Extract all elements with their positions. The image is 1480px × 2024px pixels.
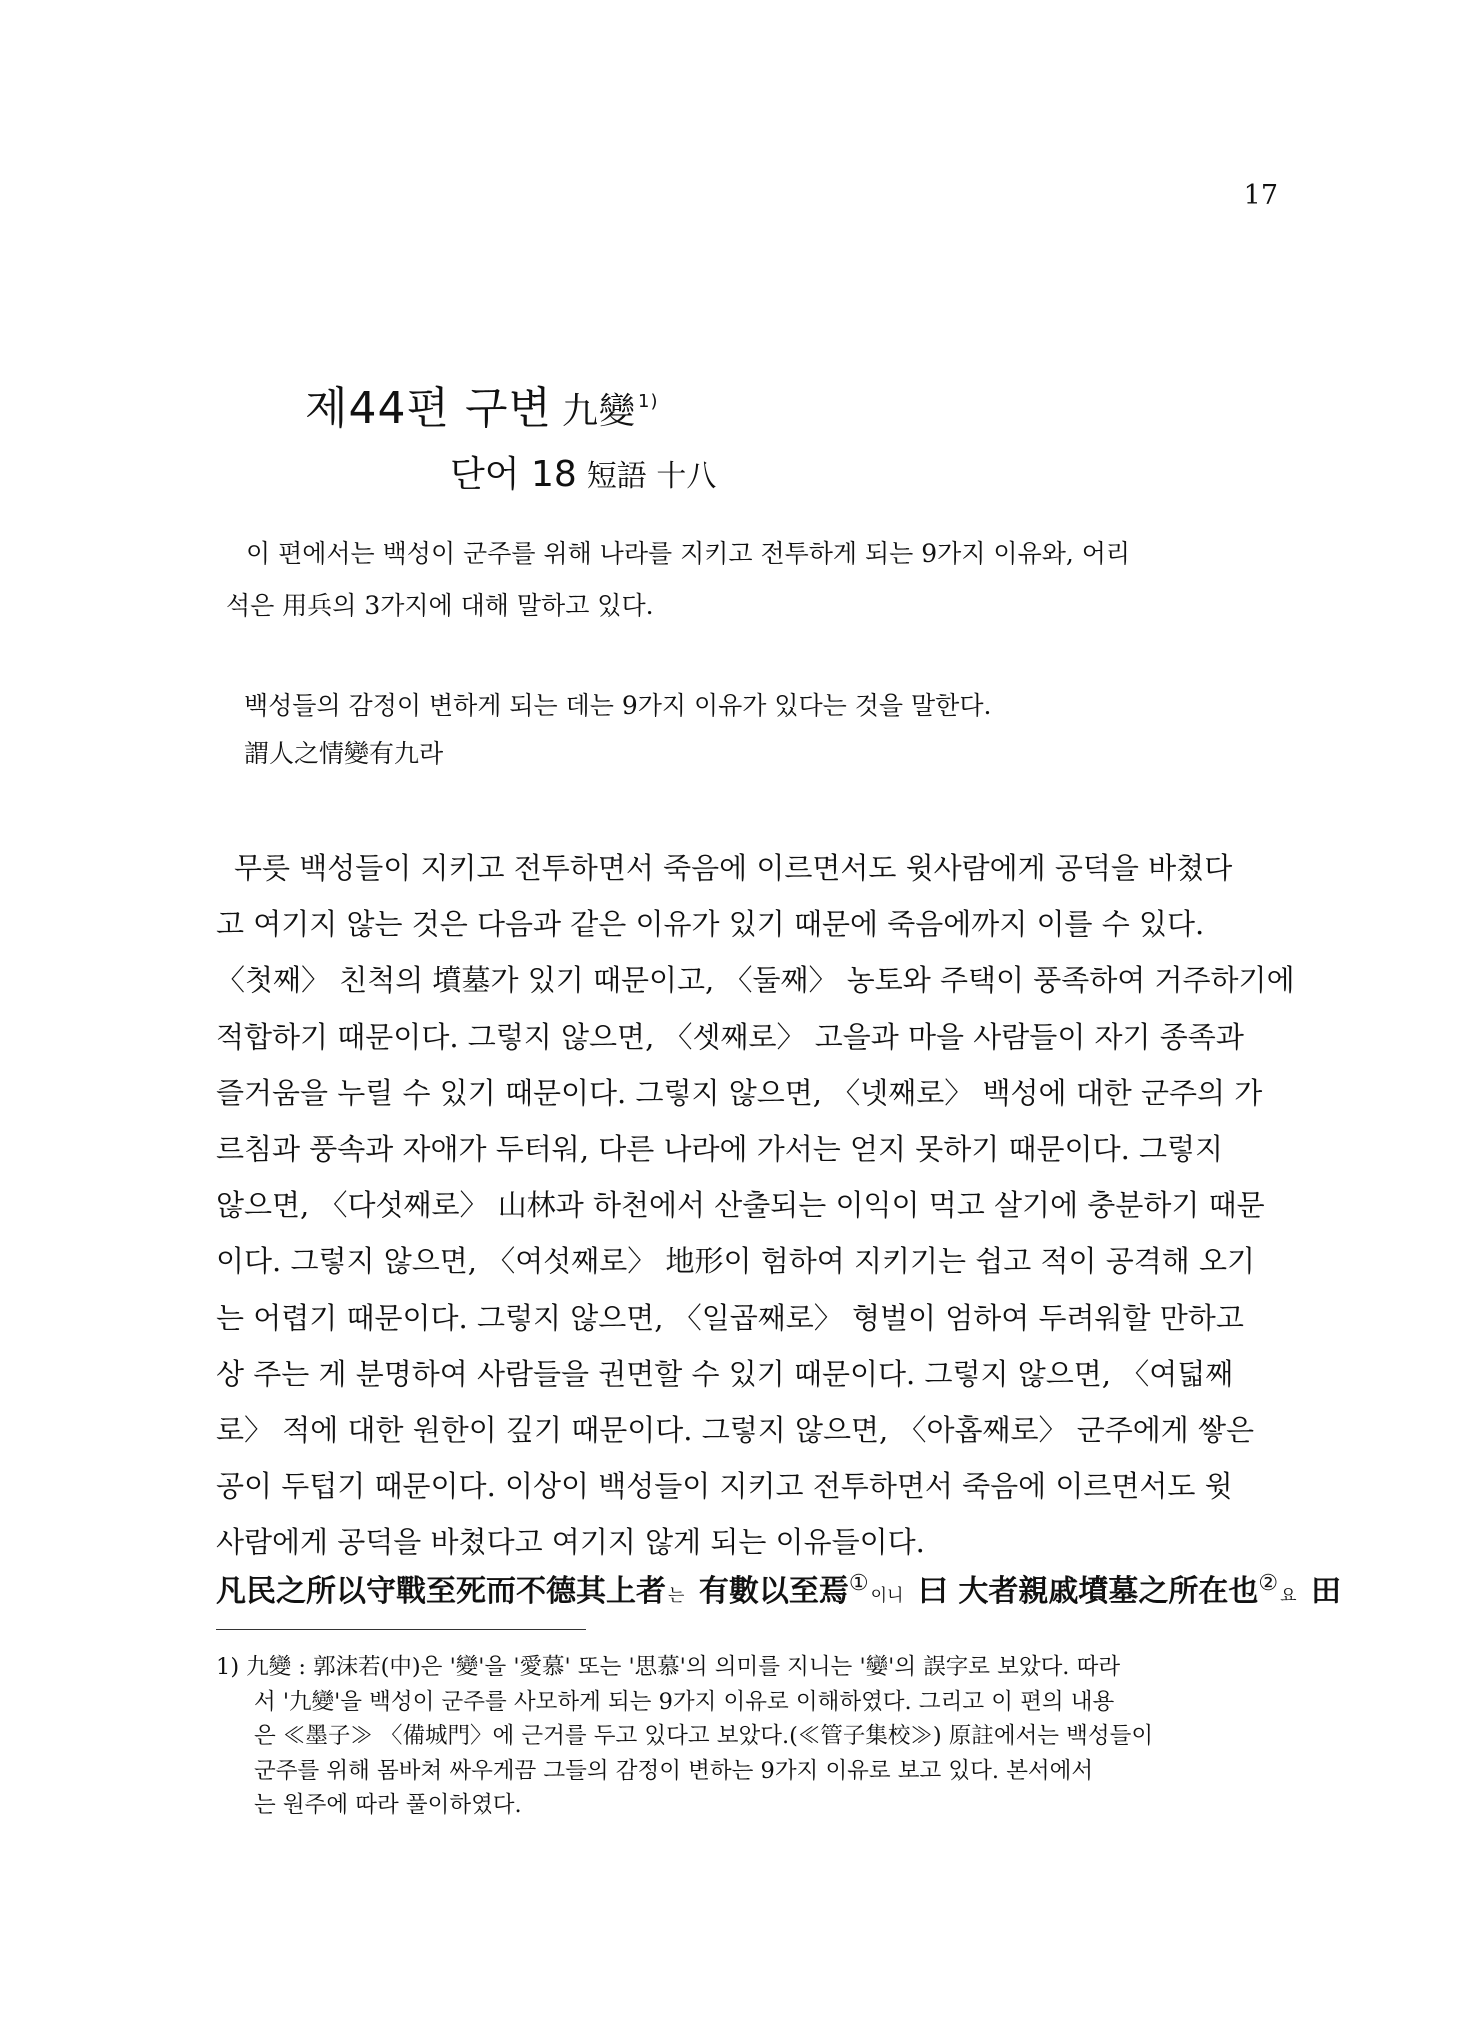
main-line: 로〉 적에 대한 원한이 깊기 때문이다. 그렇지 않으면, 〈아홉째로〉 군주에게 쌓은 <box>216 1413 1255 1448</box>
chapter-title-hanja: 九變 <box>562 391 637 432</box>
main-line: 는 어렵기 때문이다. 그렇지 않으면, 〈일곱째로〉 형벌이 엄하여 두려워할 만하고 <box>216 1300 1244 1335</box>
original-particle: 이니 <box>870 1586 904 1606</box>
chapter-subtitle <box>450 446 716 497</box>
main-line: 적합하기 때문이다. 그렇지 않으면, 〈셋째로〉 고을과 마을 사람들이 자기 종족과 <box>216 1019 1244 1054</box>
intro-line: 이 편에서는 백성이 군주를 위해 나라를 지키고 전투하게 되는 9가지 이유와, 어리 <box>246 539 1131 568</box>
footnote-line: 은 ≪墨子≫ 〈備城門〉에 근거를 두고 있다고 보았다.(≪管子集校≫) 原註에서는 백성들이 <box>254 1723 1154 1749</box>
main-line: 고 여기지 않는 것은 다음과 같은 이유가 있기 때문에 죽음에까지 이를 수 있다. <box>216 907 1205 942</box>
annotation-marker: ② <box>1258 1571 1279 1596</box>
main-line: 르침과 풍속과 자애가 두터워, 다른 나라에 가서는 얻지 못하기 때문이다. 그렇지 <box>216 1132 1224 1167</box>
footnote <box>216 1650 1296 1823</box>
main-line: 공이 두텁기 때문이다. 이상이 백성들이 지키고 전투하면서 죽음에 이르면서도 윗 <box>216 1469 1233 1504</box>
main-line: 무릇 백성들이 지키고 전투하면서 죽음에 이르면서도 윗사람에게 공덕을 바쳤다 <box>234 851 1233 885</box>
footnote-divider <box>216 1629 586 1630</box>
footnote-line: 1) 九變 : 郭沫若(中)은 '變'을 '愛慕' 또는 '思慕'의 의미를 지니는 '孌'의 誤字로 보았다. 따라 <box>216 1654 1121 1680</box>
original-text <box>216 1566 1342 1610</box>
page-number: 17 <box>1243 180 1278 211</box>
original-text-part: 田 <box>1311 1574 1342 1609</box>
chapter-title-korean: 제44편 구변 <box>305 383 552 434</box>
thesis-hanja: 謂人之情變有九라 <box>244 739 444 768</box>
original-particle: 요 <box>1280 1586 1297 1606</box>
subtitle-hanja: 短語 十八 <box>586 459 717 494</box>
footnote-line: 군주를 위해 몸바쳐 싸우게끔 그들의 감정이 변하는 9가지 이유로 보고 있다. 본서에서 <box>254 1757 1094 1784</box>
intro-paragraph <box>226 528 1236 632</box>
subtitle-korean: 단어 18 <box>450 454 577 495</box>
footnote-line: 서 '九變'을 백성이 군주를 사모하게 되는 9가지 이유로 이해하였다. 그리고 이 편의 내용 <box>254 1688 1115 1715</box>
original-text-part: 凡民之所以守戰至死而不德其上者 <box>216 1574 666 1609</box>
main-paragraph <box>216 840 1296 1571</box>
main-line: 〈첫째〉 친척의 墳墓가 있기 때문이고, 〈둘째〉 농토와 주택이 풍족하여 거주하기에 <box>216 963 1295 998</box>
intro-line: 석은 用兵의 3가지에 대해 말하고 있다. <box>226 591 654 620</box>
original-text-part: 曰 大者親戚墳墓之所在也 <box>917 1574 1259 1609</box>
main-line: 즐거움을 누릴 수 있기 때문이다. 그렇지 않으면, 〈넷째로〉 백성에 대한 군주의 가 <box>216 1075 1263 1110</box>
main-line: 상 주는 게 분명하여 사람들을 권면할 수 있기 때문이다. 그렇지 않으면, 〈여덟째 <box>216 1356 1234 1391</box>
footnote-line: 는 원주에 따라 풀이하였다. <box>254 1792 522 1818</box>
main-line: 사람에게 공덕을 바쳤다고 여기지 않게 되는 이유들이다. <box>216 1525 925 1560</box>
annotation-marker: ① <box>848 1571 869 1596</box>
chapter-title <box>305 372 659 436</box>
main-line: 않으면, 〈다섯째로〉 山林과 하천에서 산출되는 이익이 먹고 살기에 충분하기 때문 <box>216 1188 1265 1223</box>
footnote-reference: 1) <box>638 391 659 413</box>
main-line: 이다. 그렇지 않으면, 〈여섯째로〉 地形이 험하여 지키기는 쉽고 적이 공격해 오기 <box>216 1244 1256 1279</box>
thesis-block <box>244 682 1244 778</box>
original-particle: 는 <box>668 1586 685 1606</box>
thesis-korean: 백성들의 감정이 변하게 되는 데는 9가지 이유가 있다는 것을 말한다. <box>244 691 992 720</box>
original-text-part: 有數以至焉 <box>698 1574 849 1609</box>
